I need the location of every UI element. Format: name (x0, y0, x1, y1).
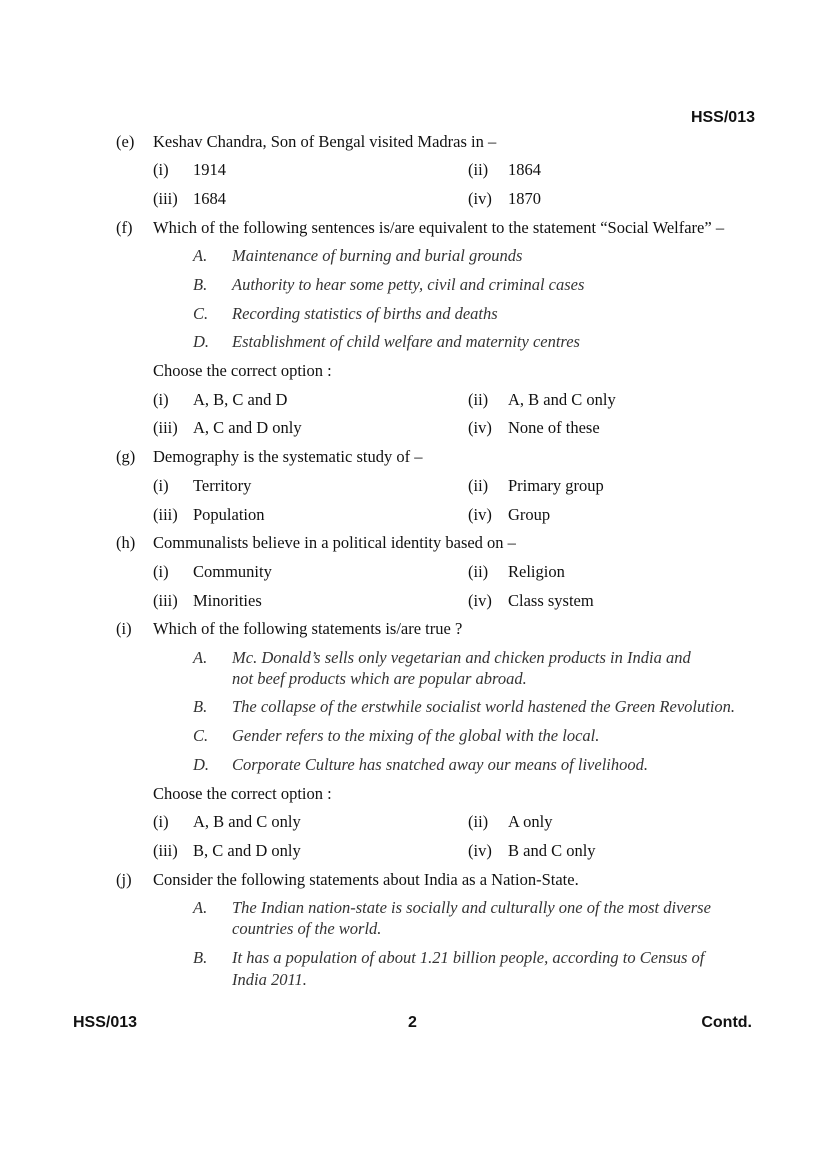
option-text: A only (508, 812, 553, 831)
option-label: (i) (153, 812, 169, 831)
option-text: None of these (508, 418, 600, 437)
option-text: 1914 (193, 160, 226, 179)
question-text: Keshav Chandra, Son of Bengal visited Madras in – (153, 132, 497, 151)
option-text: Minorities (193, 591, 262, 610)
option-text: A, B and C only (508, 390, 616, 409)
option (468, 590, 594, 611)
choose-instruction: Choose the correct option : (153, 361, 332, 380)
statement-text: not beef products which are popular abroad. (232, 669, 527, 688)
option-label: (iv) (468, 505, 492, 524)
statement-label: D. (193, 332, 210, 351)
statement-label: C. (193, 726, 209, 745)
page-number: 2 (408, 1014, 417, 1031)
choose-instruction: Choose the correct option : (153, 784, 332, 803)
option-label: (ii) (468, 812, 489, 831)
option (153, 504, 265, 525)
option-text: Group (508, 505, 551, 524)
option-text: Class system (508, 591, 594, 610)
option (153, 590, 262, 611)
statement-text: It has a population of about 1.21 billion people, according to Census of (232, 948, 705, 967)
option (468, 475, 604, 496)
option (468, 159, 541, 180)
statement-label: D. (193, 755, 210, 774)
option (468, 389, 616, 410)
statement-label: A. (193, 648, 208, 667)
option (153, 417, 302, 438)
question-label: (i) (116, 619, 132, 638)
option-label: (i) (153, 562, 169, 581)
option-label: (iv) (468, 189, 492, 208)
question-label: (g) (116, 447, 136, 466)
option-label: (iv) (468, 841, 492, 860)
statement-label: C. (193, 304, 209, 323)
option-label: (ii) (468, 390, 489, 409)
question-label: (j) (116, 870, 132, 889)
option-text: Primary group (508, 476, 604, 495)
option-label: (iv) (468, 591, 492, 610)
option (153, 811, 301, 832)
option-text: 1870 (508, 189, 541, 208)
statement-label: B. (193, 275, 208, 294)
question-label: (f) (116, 218, 133, 237)
option-text: 1864 (508, 160, 541, 179)
statement-label: B. (193, 948, 208, 967)
option-label: (ii) (468, 562, 489, 581)
option-text: B and C only (508, 841, 596, 860)
option-label: (i) (153, 160, 169, 179)
option (468, 840, 596, 861)
option-text: Religion (508, 562, 565, 581)
statement-label: A. (193, 246, 208, 265)
option (468, 188, 541, 209)
option (153, 188, 226, 209)
option-label: (i) (153, 476, 169, 495)
option-text: A, C and D only (193, 418, 302, 437)
option-text: A, B, C and D (193, 390, 288, 409)
option-text: B, C and D only (193, 841, 301, 860)
statement-label: B. (193, 697, 208, 716)
option-label: (iii) (153, 189, 178, 208)
option-label: (ii) (468, 160, 489, 179)
option-label: (iii) (153, 505, 178, 524)
option-text: Community (193, 562, 272, 581)
option-label: (iii) (153, 841, 178, 860)
question-label: (e) (116, 132, 135, 151)
statement-text: Gender refers to the mixing of the global with the local. (232, 726, 600, 745)
option (153, 159, 226, 180)
option (468, 561, 565, 582)
statement-label: A. (193, 898, 208, 917)
statement-text: Recording statistics of births and deaths (232, 304, 498, 323)
question-text: Demography is the systematic study of – (153, 447, 423, 466)
option-label: (iv) (468, 418, 492, 437)
statement-text: The collapse of the erstwhile socialist world hastened the Green Revolution. (232, 697, 736, 716)
statement-text: The Indian nation-state is socially and culturally one of the most diverse (232, 898, 711, 917)
option (153, 840, 301, 861)
option (153, 389, 287, 410)
option-text: Population (193, 505, 265, 524)
option-label: (iii) (153, 591, 178, 610)
option-label: (ii) (468, 476, 489, 495)
statement-text: countries of the world. (232, 919, 382, 938)
paper-code-header: HSS/013 (690, 109, 755, 126)
question-text: Which of the following statements is/are true ? (153, 619, 463, 638)
option-text: 1684 (193, 189, 226, 208)
statement-text: Mc. Donald’s sells only vegetarian and chicken products in India and (232, 648, 691, 667)
option (468, 504, 550, 525)
question-label: (h) (116, 533, 136, 552)
question-text: Consider the following statements about India as a Nation-State. (153, 870, 579, 889)
option (468, 811, 552, 832)
option (153, 475, 251, 496)
statement-text: India 2011. (232, 970, 307, 989)
option-text: A, B and C only (193, 812, 301, 831)
option-text: Territory (193, 476, 252, 495)
question-text: Which of the following sentences is/are equivalent to the statement “Social Welfare” – (153, 218, 725, 237)
option-label: (iii) (153, 418, 178, 437)
statement-text: Corporate Culture has snatched away our means of livelihood. (232, 755, 648, 774)
statement-text: Establishment of child welfare and maternity centres (232, 332, 580, 351)
statement-text: Authority to hear some petty, civil and criminal cases (232, 275, 585, 294)
option (153, 561, 272, 582)
footer-paper-code: HSS/013 (73, 1014, 138, 1031)
footer-contd: Contd. (701, 1014, 752, 1031)
question-text: Communalists believe in a political identity based on – (153, 533, 516, 552)
option (468, 417, 600, 438)
statement-text: Maintenance of burning and burial grounds (232, 246, 523, 265)
option-label: (i) (153, 390, 169, 409)
